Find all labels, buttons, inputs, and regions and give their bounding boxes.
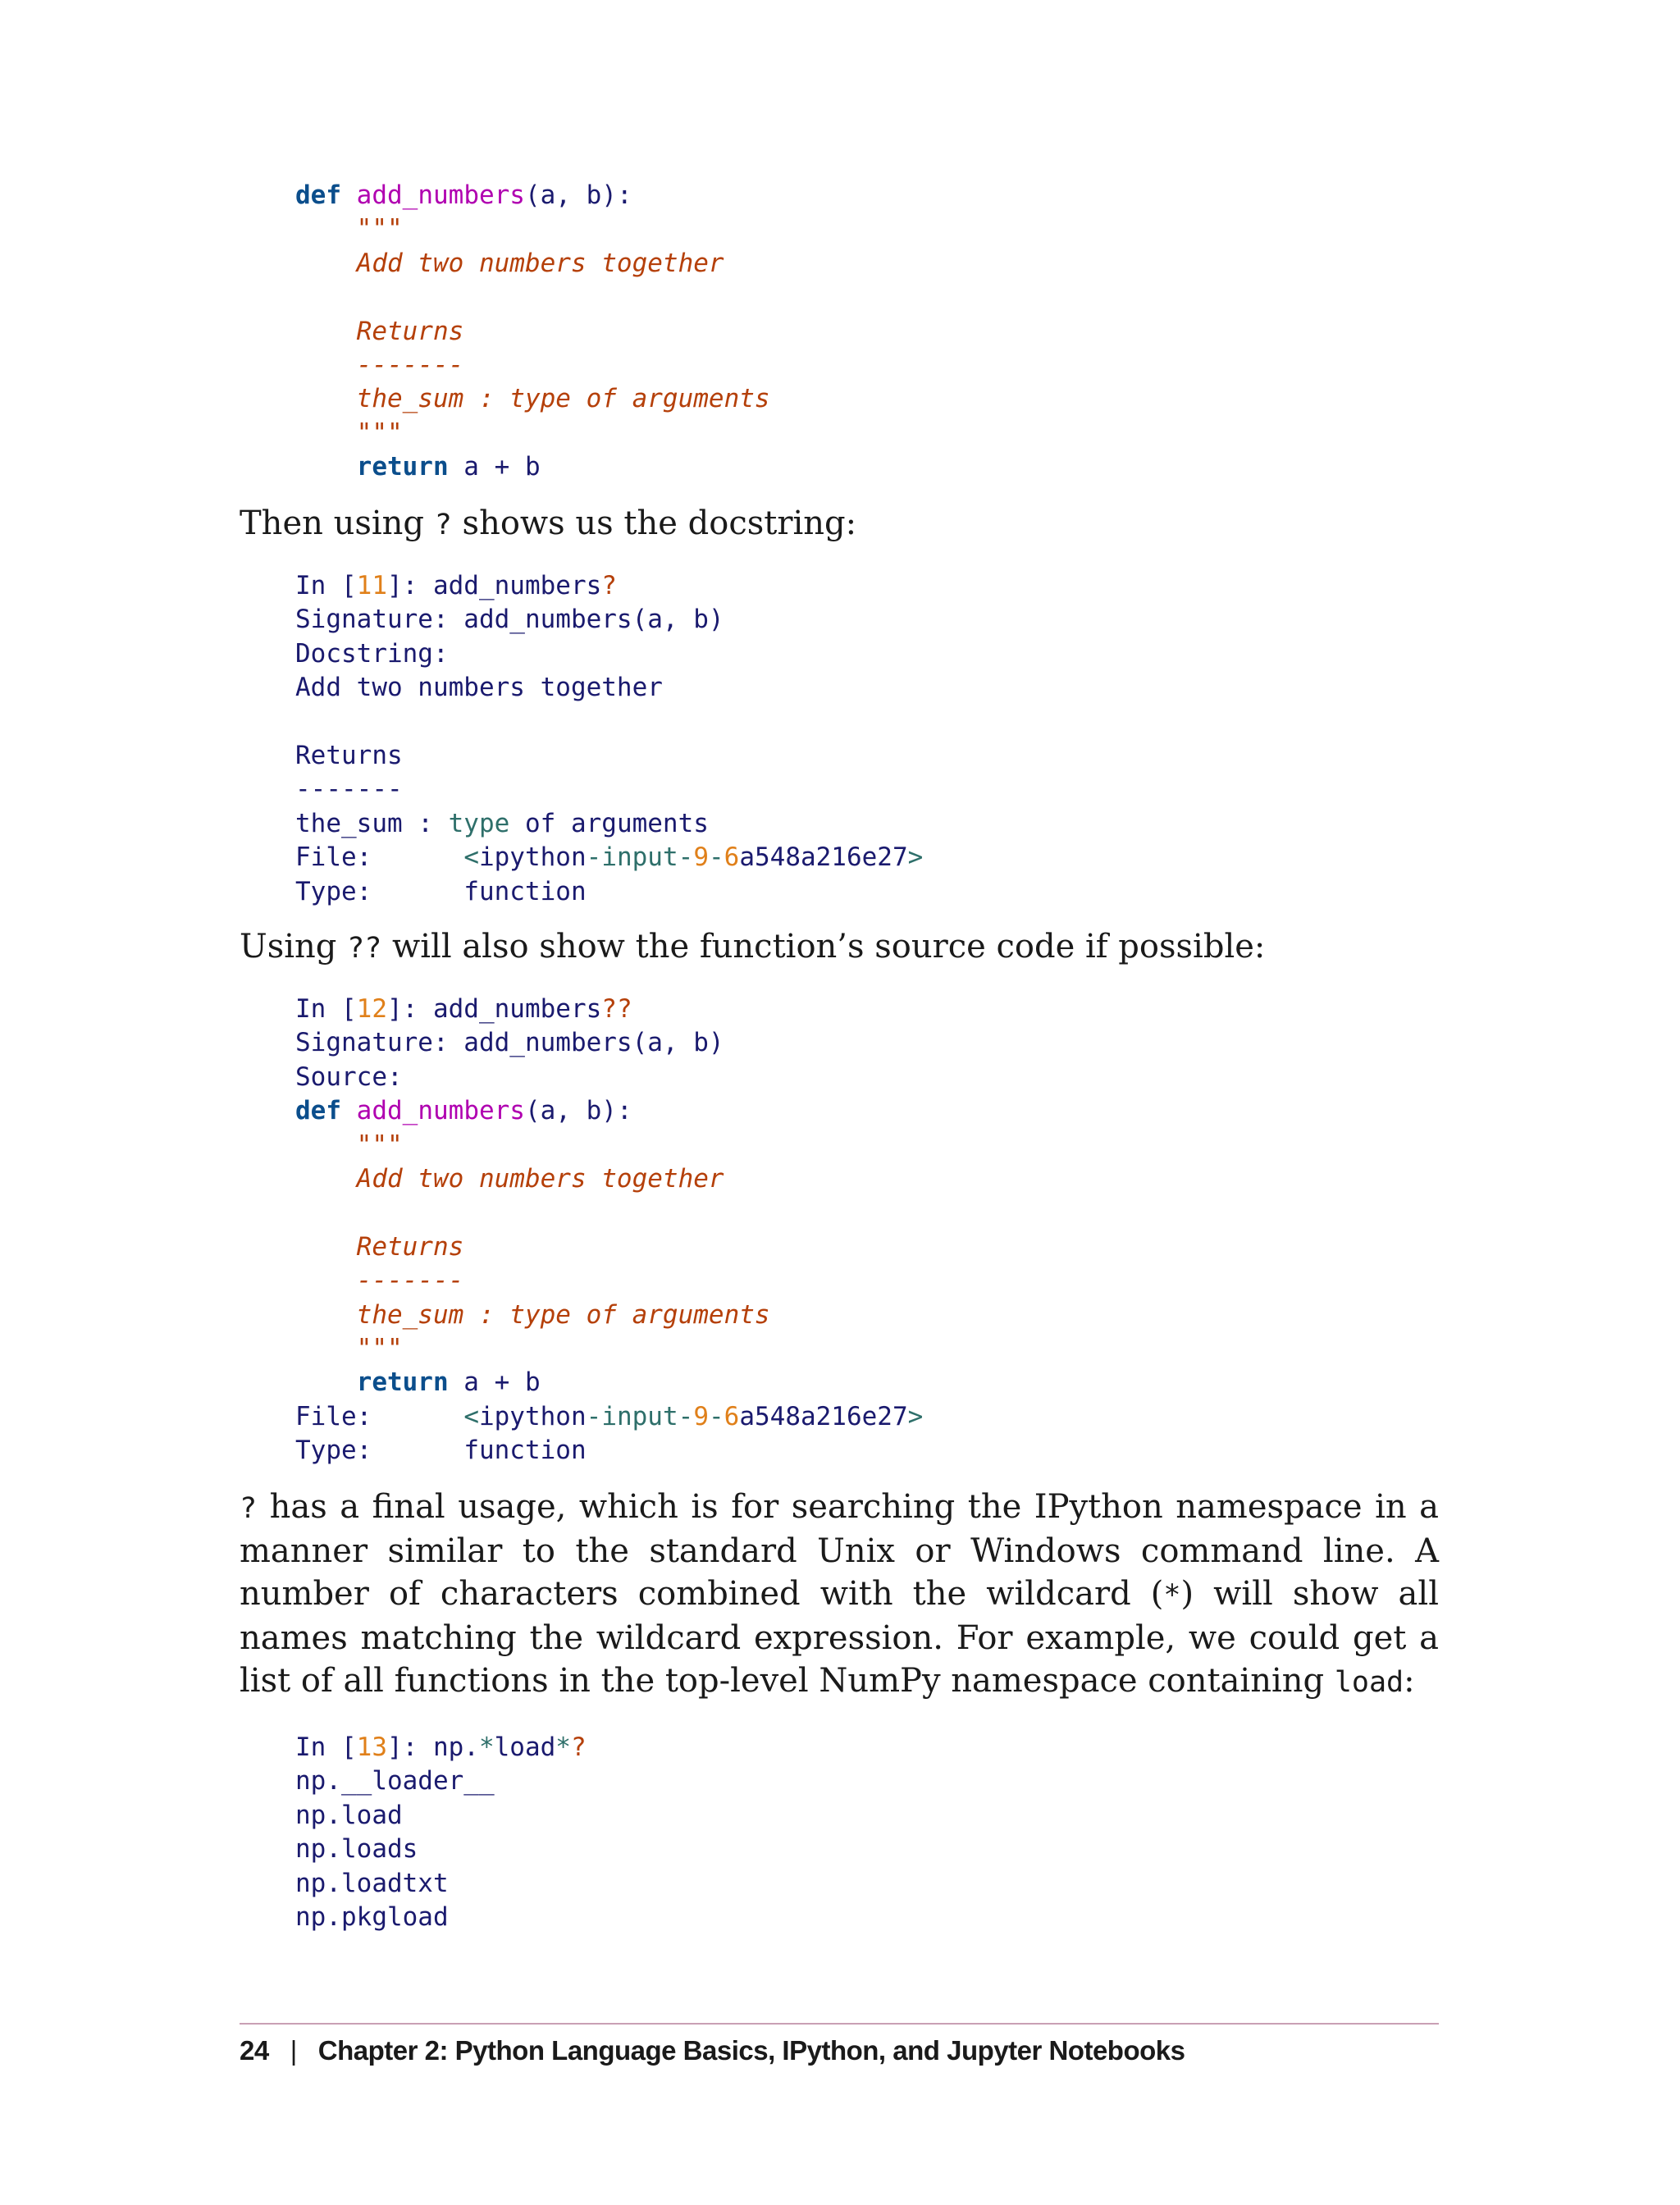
- help-operator: ?: [601, 571, 617, 600]
- def-keyword: def: [295, 1096, 341, 1126]
- docstring-dashes: -------: [356, 349, 464, 380]
- sum-name: the_sum :: [295, 808, 449, 838]
- prompt-number: 12: [356, 994, 387, 1024]
- file-gt: >: [907, 842, 924, 873]
- paragraph-text: ) will show all names matching the wildcard expression. For example, we could get a list of all functions in the top-level NumPy namespace containing: [240, 1575, 1439, 1700]
- result-item: np.pkgload: [295, 1901, 449, 1932]
- page-number: 24: [240, 2035, 269, 2066]
- docstring-open: """: [356, 1130, 403, 1160]
- file-number: 9: [693, 1401, 709, 1431]
- inline-code: ?: [240, 1492, 258, 1525]
- file-dash: -: [708, 1401, 724, 1431]
- prompt-command: ]: np.: [386, 1732, 479, 1762]
- result-item: np.loadtxt: [295, 1868, 449, 1898]
- wildcard-star: *: [555, 1732, 571, 1762]
- docstring-close: """: [356, 418, 403, 448]
- code-block-source-output: [295, 993, 923, 1468]
- paragraph-text: has a final usage, which is for searching the IPython namespace in a manner similar to the standard Unix or Windows command line. A number of characters combined with the wildcard (: [240, 1488, 1439, 1613]
- result-item: np.load: [295, 1800, 403, 1830]
- prompt-command: ]: add_numbers: [386, 994, 602, 1024]
- footer-separator: |: [290, 2035, 297, 2066]
- paragraph-docstring-intro: [240, 502, 1439, 546]
- docstring-dashes: -------: [356, 1266, 464, 1296]
- return-keyword: return: [356, 1367, 449, 1398]
- file-number: 9: [693, 842, 709, 873]
- file-number: 6: [724, 842, 740, 873]
- docstring-text: Add two numbers together: [295, 673, 663, 703]
- prompt-prefix: In [: [295, 994, 357, 1024]
- inline-code: load: [1334, 1666, 1404, 1699]
- type-label: Type:: [295, 876, 464, 906]
- return-keyword: return: [356, 452, 449, 482]
- type-value: function: [463, 1436, 587, 1466]
- sum-rest: of arguments: [509, 808, 709, 838]
- file-hash: a548a216e27: [739, 842, 908, 873]
- file-label: File:: [295, 1401, 464, 1431]
- inline-code: ??: [347, 932, 382, 965]
- docstring-label: Docstring:: [295, 638, 449, 669]
- code-block-help-output: [295, 569, 923, 909]
- returns-label: Returns: [295, 740, 403, 770]
- file-dash: -: [678, 1401, 694, 1431]
- file-name-b: input: [601, 842, 678, 873]
- file-dash: -: [586, 842, 602, 873]
- docstring-returns: Returns: [356, 316, 464, 346]
- prompt-command: ]: add_numbers: [386, 571, 602, 600]
- return-expression: a + b: [448, 1367, 541, 1398]
- source-label: Source:: [295, 1061, 403, 1092]
- inline-code: *: [1163, 1579, 1181, 1612]
- prompt-number: 11: [356, 571, 387, 600]
- docstring-sum: the_sum : type of arguments: [356, 384, 770, 414]
- file-name-b: input: [601, 1401, 678, 1431]
- prompt-number: 13: [356, 1732, 387, 1762]
- signature-line: Signature: add_numbers(a, b): [295, 1028, 724, 1058]
- file-dash: -: [586, 1401, 602, 1431]
- docstring-line: Add two numbers together: [356, 1163, 724, 1194]
- file-hash: a548a216e27: [739, 1401, 908, 1431]
- wildcard-star: *: [478, 1732, 495, 1762]
- docstring-close: """: [356, 1333, 403, 1363]
- page-footer: [240, 2033, 1185, 2069]
- paragraph-source-intro: [240, 925, 1439, 970]
- file-dash: -: [708, 842, 724, 873]
- type-value: function: [463, 876, 587, 906]
- paragraph-text: :: [1404, 1662, 1415, 1700]
- docstring-line: Add two numbers together: [356, 248, 724, 278]
- docstring-open: """: [356, 214, 403, 244]
- signature-line: Signature: add_numbers(a, b): [295, 605, 724, 635]
- docstring-returns: Returns: [356, 1231, 464, 1262]
- result-item: np.__loader__: [295, 1766, 495, 1796]
- paragraph-text: Using: [240, 928, 348, 966]
- file-lt: <: [463, 1401, 479, 1431]
- file-name-a: ipython: [478, 1401, 587, 1431]
- file-dash: -: [678, 842, 694, 873]
- footer-divider: [240, 2023, 1439, 2025]
- function-args: (a, b):: [524, 180, 632, 210]
- paragraph-text: Then using: [240, 504, 435, 542]
- function-name: add_numbers: [356, 1096, 525, 1126]
- file-name-a: ipython: [478, 842, 587, 873]
- paragraph-text: shows us the docstring:: [451, 504, 857, 542]
- file-lt: <: [463, 842, 479, 873]
- return-expression: a + b: [448, 452, 541, 482]
- code-block-wildcard-output: [295, 1731, 587, 1934]
- code-block-function-def: [295, 179, 770, 485]
- file-label: File:: [295, 842, 464, 873]
- paragraph-text: will also show the function’s source code if possible:: [381, 928, 1266, 966]
- prompt-pattern: load: [494, 1732, 556, 1762]
- docstring-sum: the_sum : type of arguments: [356, 1299, 770, 1330]
- function-name: add_numbers: [356, 180, 525, 210]
- result-item: np.loads: [295, 1834, 418, 1865]
- function-args: (a, b):: [524, 1096, 632, 1126]
- paragraph-wildcard-search: [240, 1486, 1439, 1704]
- prompt-prefix: In [: [295, 1732, 357, 1762]
- sum-type: type: [448, 808, 510, 838]
- help-operator: ?: [570, 1732, 587, 1762]
- type-label: Type:: [295, 1436, 464, 1466]
- file-gt: >: [907, 1401, 924, 1431]
- prompt-prefix: In [: [295, 571, 357, 600]
- returns-dashes: -------: [295, 774, 403, 805]
- help-operator: ??: [601, 994, 632, 1024]
- def-keyword: def: [295, 180, 341, 210]
- chapter-title: Chapter 2: Python Language Basics, IPython, and Jupyter Notebooks: [317, 2035, 1185, 2066]
- inline-code: ?: [434, 509, 452, 541]
- file-number: 6: [724, 1401, 740, 1431]
